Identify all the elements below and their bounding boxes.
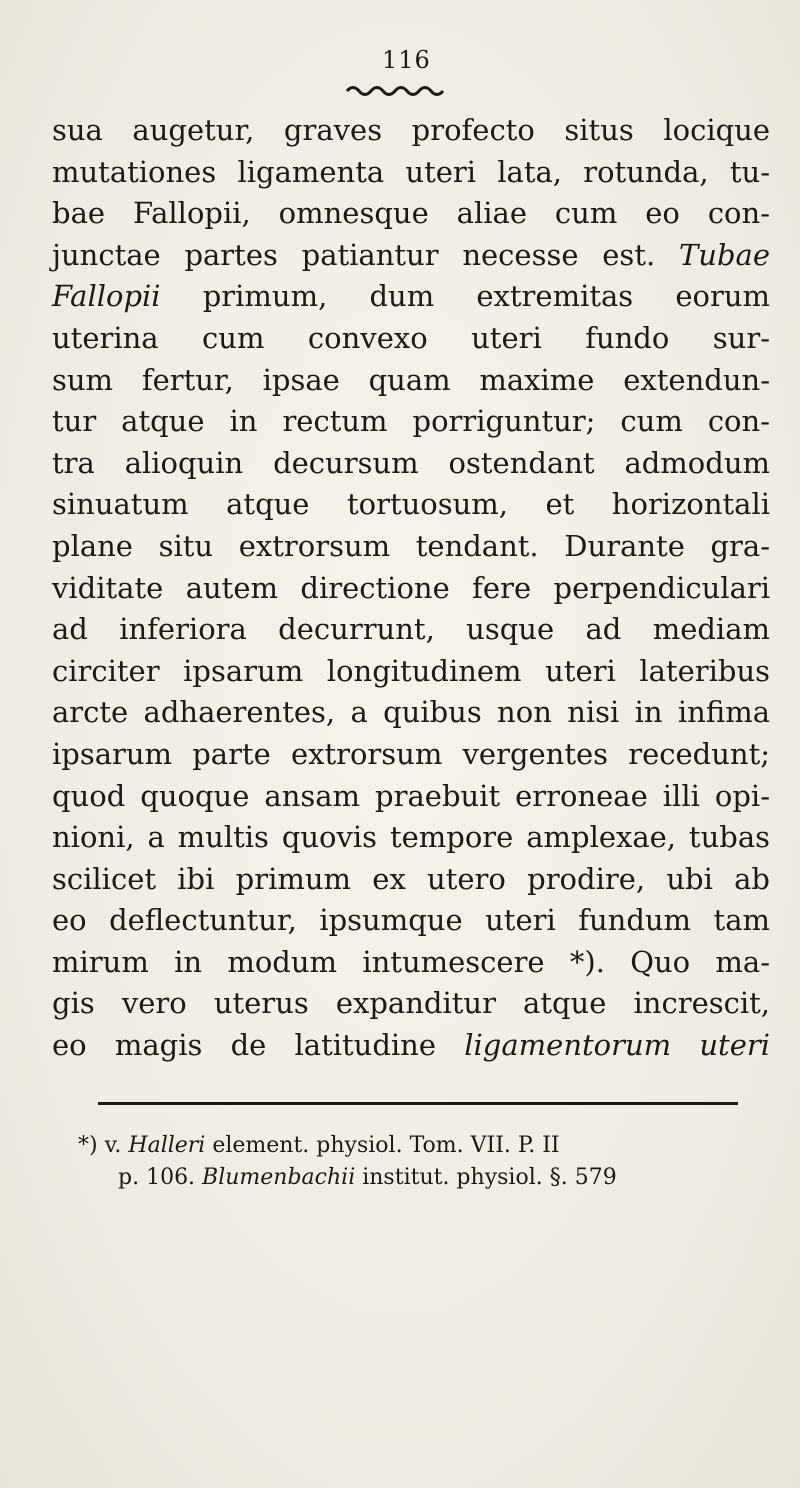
text-run: sinuatum atque tortuosum, et horizontali xyxy=(52,487,770,522)
text-line xyxy=(52,401,770,443)
page-number: 116 xyxy=(382,46,431,74)
text-line xyxy=(52,776,770,818)
text-run: eo deflectuntur, ipsumque uteri fundum tam xyxy=(52,903,770,938)
text-line xyxy=(52,526,770,568)
text-line xyxy=(52,817,770,859)
text-line xyxy=(52,152,770,194)
text-line xyxy=(52,235,770,277)
text-line xyxy=(52,983,770,1025)
text-line xyxy=(52,692,770,734)
text-line xyxy=(52,1025,770,1067)
text-run: quod quoque ansam praebuit erroneae illi opi- xyxy=(52,778,770,813)
text-run: uterina cum convexo uteri fundo sur- xyxy=(52,320,770,355)
text-run: institut. physiol. §. 579 xyxy=(355,1165,617,1190)
text-run: arcte adhaerentes, a quibus non nisi in infima xyxy=(52,695,770,730)
italic-run: Blumenbachii xyxy=(202,1165,356,1190)
text-run: sum fertur, ipsae quam maxime extendun- xyxy=(52,362,770,397)
text-run: *) v. xyxy=(78,1133,129,1158)
text-run: mirum in modum intumescere *). Quo ma- xyxy=(52,944,770,979)
text-run: bae Fallopii, omnesque aliae cum eo con- xyxy=(52,196,770,231)
text-run: circiter ipsarum longitudinem uteri lateribus xyxy=(52,653,770,688)
italic-run: Halleri xyxy=(128,1133,206,1158)
footnote-block xyxy=(78,1130,768,1194)
italic-run: Fallopii xyxy=(52,279,161,314)
main-text-block xyxy=(52,110,770,1067)
text-run: junctae partes patiantur necesse est. xyxy=(52,237,679,272)
text-line xyxy=(52,859,770,901)
text-run: tur atque in rectum porriguntur; cum con- xyxy=(52,404,770,439)
text-line xyxy=(52,443,770,485)
text-run: nioni, a multis quovis tempore amplexae, tubas xyxy=(52,820,770,855)
text-line xyxy=(52,651,770,693)
footnote-rule xyxy=(98,1102,738,1105)
header-ornament xyxy=(345,82,445,96)
text-run: primum, dum extremitas eorum xyxy=(160,279,770,314)
text-run: ipsarum parte extrorsum vergentes recedunt; xyxy=(52,736,770,771)
text-line xyxy=(52,318,770,360)
text-run: eo magis de latitudine xyxy=(52,1028,465,1063)
text-line xyxy=(52,609,770,651)
text-line xyxy=(52,900,770,942)
text-run: plane situ extrorsum tendant. Durante gra- xyxy=(52,528,770,563)
text-run: element. physiol. Tom. VII. P. II xyxy=(205,1133,560,1158)
text-line xyxy=(52,942,770,984)
text-run: tra alioquin decursum ostendant admodum xyxy=(52,445,770,480)
text-run: viditate autem directione fere perpendiculari xyxy=(52,570,770,605)
footnote-line xyxy=(78,1162,768,1194)
text-line xyxy=(52,276,770,318)
text-line xyxy=(52,484,770,526)
text-run: sua augetur, graves profecto situs locique xyxy=(52,113,770,147)
text-line xyxy=(52,193,770,235)
text-run: gis vero uterus expanditur atque increscit, xyxy=(52,986,770,1021)
text-run: ad inferiora decurrunt, usque ad mediam xyxy=(52,612,770,647)
text-run: mutationes ligamenta uteri lata, rotunda, tu- xyxy=(52,154,770,189)
text-run: scilicet ibi primum ex utero prodire, ubi ab xyxy=(52,861,770,896)
text-run: p. 106. xyxy=(118,1165,203,1190)
text-line xyxy=(52,568,770,610)
italic-run: Tubae xyxy=(678,237,770,272)
italic-run: ligamentorum uteri xyxy=(464,1028,770,1063)
text-line xyxy=(52,110,770,152)
text-line xyxy=(52,734,770,776)
footnote-line xyxy=(78,1130,768,1162)
text-line xyxy=(52,360,770,402)
